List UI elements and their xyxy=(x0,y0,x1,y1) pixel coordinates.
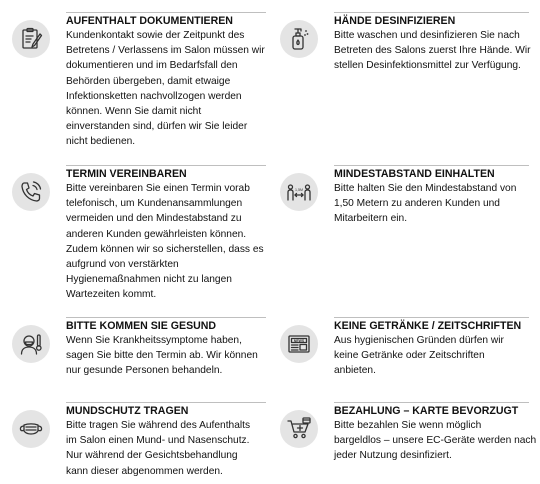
item-title: KEINE GETRÄNKE / ZEITSCHRIFTEN xyxy=(334,320,522,332)
item-description: Bitte tragen Sie während des Aufenthalts im Salon einen Mund- und Nasenschutz. Nur während der Gesichtsbehandlung kann dieser abgenommen werden. xyxy=(66,420,251,477)
item-description: Aus hygienischen Gründen dürfen wir keine Getränke oder Zeitschriften anbieten. xyxy=(334,335,504,377)
item-title: TERMIN VEREINBAREN xyxy=(66,168,187,180)
divider-line xyxy=(66,12,266,13)
item-title: BITTE KOMMEN SIE GESUND xyxy=(66,320,217,332)
social-distance-icon xyxy=(280,173,318,211)
clipboard-document-icon xyxy=(12,20,50,58)
item-title: MUNDSCHUTZ TRAGEN xyxy=(66,405,189,417)
item-title: BEZAHLUNG – KARTE BEVORZUGT xyxy=(334,405,519,417)
sick-person-icon xyxy=(12,325,50,363)
item-description: Wenn Sie Krankheitssymptome haben, sagen Sie bitte den Termin ab. Wir können nur gesunde Personen behandeln. xyxy=(66,335,258,377)
divider-line xyxy=(66,165,266,166)
item-title: MINDESTABSTAND EINHALTEN xyxy=(334,168,495,180)
item-description: Bitte waschen und desinfizieren Sie nach Betreten des Salons zuerst Ihre Hände. Wir stellen Desinfektionsmittel zur Verfügung. xyxy=(334,30,531,72)
item-description: Bitte vereinbaren Sie einen Termin vorab telefonisch, um Kundenansammlungen vermeiden und den Mindestabstand zu anderen Kunden gewährleisten können. Zudem können wir so sicherstellen, dass es aufgrund von verstärkten Hygienemaßnahmen nicht zu langen Wartezeiten kommt. xyxy=(66,183,264,301)
divider-line xyxy=(334,165,529,166)
item-title: HÄNDE DESINFIZIEREN xyxy=(334,15,456,27)
divider-line xyxy=(66,402,266,403)
newspaper-icon xyxy=(280,325,318,363)
distance-label: 1,5M xyxy=(295,188,303,192)
phone-call-icon xyxy=(12,173,50,211)
hand-sanitizer-icon xyxy=(280,20,318,58)
item-description: Bitte halten Sie den Mindestabstand von 1,50 Metern zu anderen Kunden und Mitarbeitern ein. xyxy=(334,183,517,225)
face-mask-icon xyxy=(12,410,50,448)
divider-line xyxy=(334,12,529,13)
item-description: Kundenkontakt sowie der Zeitpunkt des Betretens / Verlassens im Salon müssen wir dokumentieren und im Bedarfsfall den Behörden übergeben, damit etwaige Infektionsketten nachvollzogen werden können. Wenn Sie damit nicht einverstanden sind, dürfen wir Sie leider nicht bedienen. xyxy=(66,30,265,148)
item-description: Bitte bezahlen Sie wenn möglich bargeldlos – unsere EC-Geräte werden nach jeder Nutzung desinfiziert. xyxy=(334,420,537,462)
divider-line xyxy=(334,317,529,318)
divider-line xyxy=(334,402,529,403)
card-payment-cart-icon xyxy=(280,410,318,448)
news-label: NEWS xyxy=(293,338,305,343)
divider-line xyxy=(66,317,266,318)
item-title: AUFENTHALT DOKUMENTIEREN xyxy=(66,15,233,27)
